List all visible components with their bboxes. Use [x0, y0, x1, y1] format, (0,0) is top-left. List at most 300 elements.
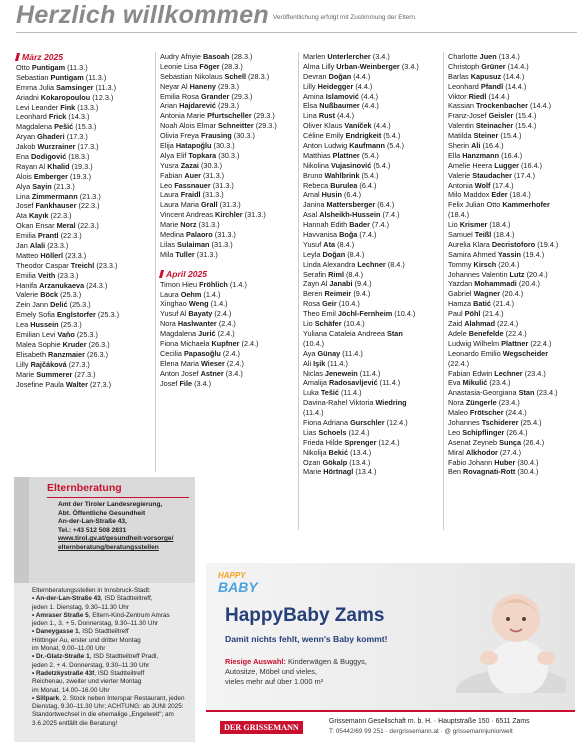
birth-date: (1.4.)	[210, 299, 228, 309]
birth-date: (30.4.)	[517, 467, 539, 477]
birth-date: (29.3.)	[218, 101, 240, 111]
birth-date: (4.4.)	[355, 81, 373, 91]
baby-name: Rebeca Burulea	[303, 180, 358, 190]
baby-name: Timon Hieu Fröhlich	[160, 279, 228, 289]
birth-date: (4.4.)	[373, 121, 391, 131]
baby-name: Gabriel Wagner	[448, 289, 501, 299]
birth-date: (9.4.)	[354, 279, 372, 289]
baby-name: Lina Rust	[303, 111, 336, 121]
birth-entry	[448, 289, 582, 299]
beratungsstelle-line: • Amraser Straße 5, Eltern-Kind-Zentrum Amras	[32, 611, 170, 619]
birth-entry	[160, 210, 300, 220]
birth-entry	[303, 210, 445, 220]
birth-date: (11.3.)	[85, 72, 107, 82]
birth-date: (22.4.)	[497, 319, 519, 329]
birth-date: (25.3.)	[97, 310, 120, 320]
birth-entry	[16, 132, 152, 142]
column-divider	[443, 52, 444, 530]
birth-date: (17.4.)	[513, 170, 536, 180]
birth-entry	[303, 289, 445, 299]
baby-name: Elija Hatapoğlu	[160, 141, 212, 151]
birth-entry	[303, 111, 445, 121]
baby-name: Ozan Gökalp	[303, 457, 348, 467]
birth-entry	[16, 211, 152, 221]
birth-date: (4.4.)	[361, 91, 379, 101]
baby-name: Johannes Valentin Lutz	[448, 269, 525, 279]
birth-entry	[303, 279, 445, 289]
birth-date: (3.4.)	[401, 61, 419, 71]
birth-date: (13.4.)	[349, 457, 371, 467]
birth-date: (22.3.)	[50, 211, 72, 221]
baby-name: Jakob Wurzrainer	[16, 142, 76, 152]
birth-date: (6.4.)	[359, 180, 377, 190]
baby-name: Janina Mattersberger	[303, 200, 376, 210]
birth-date: (30.4.)	[517, 457, 539, 467]
baby-name: Amal Husin	[303, 190, 342, 200]
birth-entry	[448, 309, 582, 319]
birth-date: (26.4.)	[523, 437, 545, 447]
birth-entry	[448, 349, 582, 359]
birth-entry	[16, 103, 152, 113]
birth-column-3	[303, 52, 445, 477]
beratungsstelle-line: • Radetzkystraße 43f, ISD Stadtteiltreff	[32, 669, 145, 677]
birth-entry	[160, 131, 300, 141]
baby-name: Audry Afriyie Basoah	[160, 52, 230, 61]
baby-name: Leyla Doğan	[303, 249, 346, 259]
birth-entry	[448, 171, 582, 181]
birth-date: (8.4.)	[337, 239, 355, 249]
birth-entry	[448, 121, 582, 131]
elternberatung-link[interactable]: www.tirol.gv.at/gesundheit-vorsorge/	[58, 535, 174, 543]
birth-date: (25.4.)	[520, 417, 542, 427]
baby-name: Yazdan Mohammadi	[448, 279, 517, 289]
birth-entry	[303, 141, 445, 151]
birth-date: (28.3.)	[231, 52, 253, 61]
baby-name: Marie Norz	[160, 220, 197, 230]
baby-name: Niclas Jenewein	[303, 368, 358, 378]
birth-entry	[160, 240, 300, 250]
birth-entry	[160, 309, 300, 319]
baby-name: Leonardo Emilio Wegscheider	[448, 348, 549, 358]
birth-date: (21.4.)	[482, 309, 504, 319]
baby-name: Josef Fankhauser	[16, 201, 77, 211]
birth-date: (31.3.)	[214, 230, 236, 240]
birth-date: (19.4.)	[523, 249, 545, 259]
baby-name: Valentin Steinacher	[448, 121, 514, 131]
birth-date: (14.4.)	[505, 81, 527, 91]
birth-date: (19.3.)	[71, 161, 93, 171]
birth-entry	[160, 339, 300, 349]
birth-date: (7.4.)	[359, 230, 377, 240]
birth-date: (13.4.)	[350, 447, 372, 457]
title-underline	[47, 497, 189, 498]
birth-date: (17.3.)	[66, 132, 88, 142]
birth-date: (18.4.)	[489, 220, 511, 230]
birth-entry	[303, 349, 445, 359]
birth-entry	[160, 200, 300, 210]
birth-entry	[303, 270, 445, 280]
birth-entry	[160, 319, 300, 329]
birth-entry	[160, 250, 300, 260]
baby-name: Leo Schipflinger	[448, 427, 505, 437]
birth-date: (11.3.)	[67, 63, 88, 72]
birth-entry	[448, 418, 582, 428]
birth-entry	[303, 62, 445, 72]
baby-name: Matteo Höllerl	[16, 250, 64, 260]
birth-date: (23.4.)	[524, 368, 546, 378]
baby-name: Luka Tešić	[303, 388, 339, 398]
baby-name: Zaid Alahmad	[448, 319, 496, 329]
birth-entry	[303, 131, 445, 141]
birth-entry	[303, 378, 445, 388]
birth-entry	[448, 190, 582, 200]
birth-date: (31.3.)	[212, 180, 234, 190]
birth-date: (15.4.)	[515, 121, 537, 131]
birth-entry	[448, 299, 582, 309]
birth-entry	[303, 101, 445, 111]
baby-name: Oliver Klaus Vaníček	[303, 121, 372, 131]
birth-date: (22.3.)	[60, 231, 82, 241]
birth-entry	[303, 82, 445, 92]
birth-entry	[16, 122, 152, 132]
baby-name: Céline Emily Endrigkeit	[303, 131, 382, 141]
baby-photo	[456, 573, 566, 693]
birth-date: (14.3.)	[68, 112, 90, 122]
birth-entry	[303, 369, 445, 379]
birth-date: (11.4.)	[341, 388, 362, 398]
birth-date: (27.3.)	[68, 359, 90, 369]
baby-name: Levi Leander Fink	[16, 102, 76, 112]
birth-date: (28.3.)	[221, 61, 243, 71]
baby-name: Rayan Al Khalid	[16, 161, 70, 171]
birth-date: (11.4.)	[327, 358, 348, 368]
birth-date: (25.3.)	[69, 300, 91, 310]
birth-date: (5.4.)	[361, 170, 379, 180]
beratungsstelle-line: Reichenau, zweiter und vierter Montag	[32, 678, 142, 686]
baby-name: Havvanisa Boğa	[303, 230, 358, 240]
birth-entry	[448, 141, 582, 151]
birth-date: (16.4.)	[501, 150, 523, 160]
birth-entry	[448, 270, 582, 280]
birth-date: (25.3.)	[60, 290, 82, 300]
baby-name: Linda Alexandra Lechner	[303, 259, 386, 269]
birth-date: (30.3.)	[233, 131, 255, 141]
birth-date: (22.4.)	[448, 358, 470, 368]
birth-date: (1.4.)	[203, 289, 221, 299]
birth-entry	[448, 369, 582, 379]
month-heading: März 2025	[16, 52, 152, 63]
birth-date: (31.3.)	[202, 190, 224, 200]
birth-entry	[160, 230, 300, 240]
baby-name: Mila Tuller	[160, 249, 195, 259]
birth-entry	[160, 161, 300, 171]
birth-entry	[16, 152, 152, 162]
baby-name: Hamza Batić	[448, 299, 491, 309]
birth-date: (29.3.)	[255, 121, 277, 131]
birth-date: (2.4.)	[218, 319, 236, 329]
baby-name: Tommy Kirsch	[448, 259, 497, 269]
birth-entry	[448, 388, 582, 398]
baby-name: Emilian Levi Vaňo	[16, 330, 75, 340]
birth-entry	[16, 93, 152, 103]
birth-entry	[448, 131, 582, 141]
baby-name: Felix Julian Otto Kammerhofer	[448, 200, 550, 210]
birth-date: (18.4.)	[493, 230, 515, 240]
birth-date: (24.4.)	[505, 408, 527, 418]
baby-name: Okan Ensar Meral	[16, 221, 76, 231]
birth-date: (23.3.)	[47, 241, 69, 251]
page-header	[0, 0, 587, 34]
birth-entry	[448, 250, 582, 260]
birth-date: (31.3.)	[244, 210, 266, 220]
birth-entry	[448, 378, 582, 388]
birth-entry	[160, 62, 300, 72]
baby-name: Emma Julia Samsinger	[16, 82, 94, 92]
baby-name: Paul Pöhl	[448, 309, 481, 319]
baby-name: Medina Palaoro	[160, 230, 213, 240]
birth-date: (13.4.)	[498, 52, 520, 61]
baby-name: Marlen Unterlercher	[303, 52, 371, 61]
birth-date: (14.4.)	[507, 61, 529, 71]
birth-entry	[448, 329, 582, 339]
baby-name: Sherin Ali	[448, 141, 481, 151]
birth-date: (14.4.)	[529, 101, 552, 111]
baby-name: Elsa Nußbaumer	[303, 101, 360, 111]
birth-date: (23.3.)	[57, 270, 79, 280]
baby-name: Ata Kayık	[16, 211, 49, 221]
baby-name: Miral Alkhodor	[448, 447, 498, 457]
birth-date: (10.4.)	[338, 299, 360, 309]
birth-date: (10.4.)	[303, 338, 325, 348]
birth-entry	[16, 73, 152, 83]
birth-date: (18.4.)	[448, 210, 470, 220]
baby-name: Nora Züngerle	[448, 398, 497, 408]
baby-name: Adele Benefelde	[448, 328, 504, 338]
beratungsstellen-list	[32, 587, 185, 728]
baby-name: Lio Schäfer	[303, 319, 342, 329]
birth-date: (11.3.)	[95, 82, 117, 92]
birth-date: (18.4.)	[509, 190, 531, 200]
baby-name: Elena Maria Wieser	[160, 358, 225, 368]
birth-date: (21.4.)	[493, 299, 515, 309]
birth-entry	[448, 458, 582, 468]
birth-entry	[303, 190, 445, 200]
baby-name: Eva Mikulić	[448, 378, 488, 388]
birth-entry	[160, 101, 300, 111]
elternberatung-contact: Amt der Tiroler Landesregierung, Abt. Öffentliche Gesundheit An-der-Lan-Straße 43, Tel.: +43 512 508 2831 www.tirol.gv.at/gesundheit-vorsorge/ elternberatung/beratungsstellen	[58, 501, 174, 551]
baby-name: Lilly Heidegger	[303, 81, 354, 91]
baby-name: Alois Emberger	[16, 171, 68, 181]
birth-entry	[448, 408, 582, 418]
birth-date: (31.3.)	[203, 170, 225, 180]
baby-name: Jan Alali	[16, 241, 46, 251]
baby-name: Matthias Plattner	[303, 150, 360, 160]
beratungsstelle-line: jeden 1., 3. + 5. Donnerstag, 9.30–11.30 Uhr	[32, 620, 159, 628]
birth-date: (27.3.)	[74, 369, 96, 379]
birth-entry	[303, 52, 445, 62]
baby-name: Marie Hörtnagl	[303, 467, 354, 477]
baby-name: Laura Fraidl	[160, 190, 201, 200]
baby-name: Aryan Ghaderi	[16, 132, 65, 142]
birth-date: (5.4.)	[386, 141, 404, 151]
birth-date: (22.4.)	[530, 338, 552, 348]
happybaby-logo: HAPPY BABY	[218, 571, 258, 595]
baby-name: Matilda Steiner	[448, 131, 499, 141]
column-divider	[298, 52, 299, 530]
birth-date: (11.4.)	[342, 348, 363, 358]
birth-entry	[303, 398, 445, 408]
birth-date: (7.4.)	[371, 220, 389, 230]
baby-name: Zein Jann Delić	[16, 300, 68, 310]
birth-entry	[303, 408, 445, 418]
birth-date: (25.3.)	[76, 330, 98, 340]
baby-name: Vincent Andreas Kirchler	[160, 210, 243, 220]
birth-date: (5.4.)	[373, 160, 391, 170]
birth-entry	[448, 92, 582, 102]
baby-name: Yusuf Al Bayaty	[160, 309, 213, 319]
birth-date: (6.4.)	[343, 190, 361, 200]
baby-name: Nikolina Vujasinović	[303, 160, 372, 170]
birth-entry	[448, 467, 582, 477]
birth-date: (2.4.)	[241, 339, 259, 349]
birth-entry	[16, 360, 152, 370]
baby-name: Frieda Hilde Sprenger	[303, 437, 377, 447]
birth-date: (31.3.)	[211, 239, 233, 249]
baby-name: Amina Islamović	[303, 91, 359, 101]
birth-entry	[448, 398, 582, 408]
beratungsstelle-line: • Daneygasse 1, ISD Stadtteiltreff	[32, 628, 129, 636]
birth-entry	[160, 290, 300, 300]
birth-entry	[16, 162, 152, 172]
baby-name: Samira Ahmed Yassin	[448, 249, 522, 259]
happybaby-advertisement[interactable]	[206, 563, 575, 742]
company-contact: T: 05442/69 99 251 · dergrissemann.at · @ grissemannjuniorwelt	[329, 728, 513, 735]
birth-entry	[16, 340, 152, 350]
birth-entry	[16, 281, 152, 291]
beratungsstelle-line: Höttinger Au, erster und dritter Montag	[32, 636, 141, 644]
baby-name: Emilia Rosa Grander	[160, 91, 230, 101]
birth-entry	[160, 181, 300, 191]
birth-entry	[16, 380, 152, 390]
birth-entry	[448, 101, 582, 111]
page-title: Herzlich willkommen	[16, 1, 269, 29]
baby-name: Serafin Riml	[303, 269, 344, 279]
birth-date: (26.4.)	[506, 427, 528, 437]
birth-date: (31.3.)	[196, 249, 218, 259]
baby-name: Josefine Paula Walter	[16, 379, 88, 389]
birth-entry	[448, 62, 582, 72]
baby-name: Aya Günay	[303, 348, 341, 358]
birth-date: (17.3.)	[77, 142, 99, 152]
baby-name: Magdalena Pešić	[16, 122, 74, 132]
birth-date: (3.4.)	[194, 378, 212, 388]
birth-entry	[160, 111, 300, 121]
baby-name: Ella Hanzmann	[448, 150, 500, 160]
baby-name: Lias Schoels	[303, 427, 347, 437]
baby-name: Sebastian Puntigam	[16, 72, 84, 82]
birth-entry	[448, 161, 582, 171]
birth-column-2	[160, 52, 300, 389]
beratungsstelle-line: • Dr.-Glatz-Straße 1, ISD Stadtteiltreff Pradl,	[32, 653, 159, 661]
baby-name: Malea Sophie Kruder	[16, 339, 87, 349]
ad-tagline: Damit nichts fehlt, wenn's Baby kommt!	[225, 634, 388, 644]
baby-name: Nora Haslwanter	[160, 319, 217, 329]
birth-date: (21.3.)	[79, 191, 101, 201]
birth-date: (29.3.)	[231, 91, 253, 101]
beratungsstelle-line: Dienstag, 9.30–11.30 Uhr; ACHTUNG: ab JUNI 2025:	[32, 703, 184, 711]
birth-entry	[16, 330, 152, 340]
birth-entry	[448, 240, 582, 250]
birth-entry	[448, 52, 582, 62]
birth-date: (13.3.)	[77, 102, 99, 112]
birth-entry	[16, 271, 152, 281]
beratungsstelle-line: jeden 1. Dienstag, 9.30–11.30 Uhr	[32, 603, 129, 611]
birth-date: (25.3.)	[60, 320, 82, 330]
birth-date: (11.4.)	[303, 408, 324, 418]
birth-entry	[303, 171, 445, 181]
baby-name: Davina-Rahel Viktoria Wiedring	[303, 398, 407, 408]
baby-name: Yusuf Ata	[303, 239, 336, 249]
birth-date: (17.4.)	[492, 180, 514, 190]
baby-name: Fabio Johann Huber	[448, 457, 516, 467]
birth-entry	[16, 251, 152, 261]
baby-name: Emely Sofia Englstorfer	[16, 310, 96, 320]
birth-date: (23.3.)	[96, 260, 118, 270]
birth-date: (21.3.)	[53, 181, 75, 191]
birth-entry	[160, 379, 300, 389]
birth-date: (24.3.)	[86, 280, 108, 290]
birth-date: (13.4.)	[355, 467, 377, 477]
birth-date: (22.4.)	[505, 328, 527, 338]
baby-name: Fiona Adriana Gurschler	[303, 417, 385, 427]
birth-entry	[448, 260, 582, 270]
birth-entry	[448, 359, 582, 369]
birth-date: (1.4.)	[229, 279, 247, 289]
baby-name: Beren Reimeir	[303, 289, 352, 299]
birth-date: (23.4.)	[498, 398, 520, 408]
birth-entry	[160, 280, 300, 290]
baby-name: Theodor Caspar Treichl	[16, 260, 95, 270]
birth-entry	[16, 231, 152, 241]
baby-name: Charlotte Juen	[448, 52, 497, 61]
baby-name: Anastasia-Georgiana Stan	[448, 388, 535, 398]
birth-entry	[16, 300, 152, 310]
birth-entry	[160, 121, 300, 131]
elternberatung-link[interactable]: elternberatung/beratungsstellen	[58, 543, 159, 551]
birth-entry	[160, 349, 300, 359]
baby-name: Hanifa Arzanukaeva	[16, 280, 85, 290]
birth-entry	[16, 182, 152, 192]
birth-entry	[303, 339, 445, 349]
birth-date: (3.4.)	[372, 52, 390, 61]
birth-entry	[160, 151, 300, 161]
baby-name: Theo Emil Jöchl-Fernheim	[303, 309, 393, 319]
birth-date: (5.4.)	[361, 150, 379, 160]
grissemann-logo: DER GRISSEMANN	[220, 721, 303, 734]
birth-entry	[303, 467, 445, 477]
birth-entry	[16, 112, 152, 122]
baby-name: Milo Maddox Eder	[448, 190, 508, 200]
birth-entry	[303, 458, 445, 468]
baby-name: Lea Hussein	[16, 320, 59, 330]
birth-date: (11.4.)	[359, 368, 381, 378]
birth-date: (8.4.)	[346, 269, 364, 279]
birth-date: (12.3.)	[92, 92, 114, 102]
baby-name: Fabian Auer	[160, 170, 201, 180]
birth-entry	[16, 172, 152, 182]
birth-entry	[448, 448, 582, 458]
birth-entry	[160, 141, 300, 151]
